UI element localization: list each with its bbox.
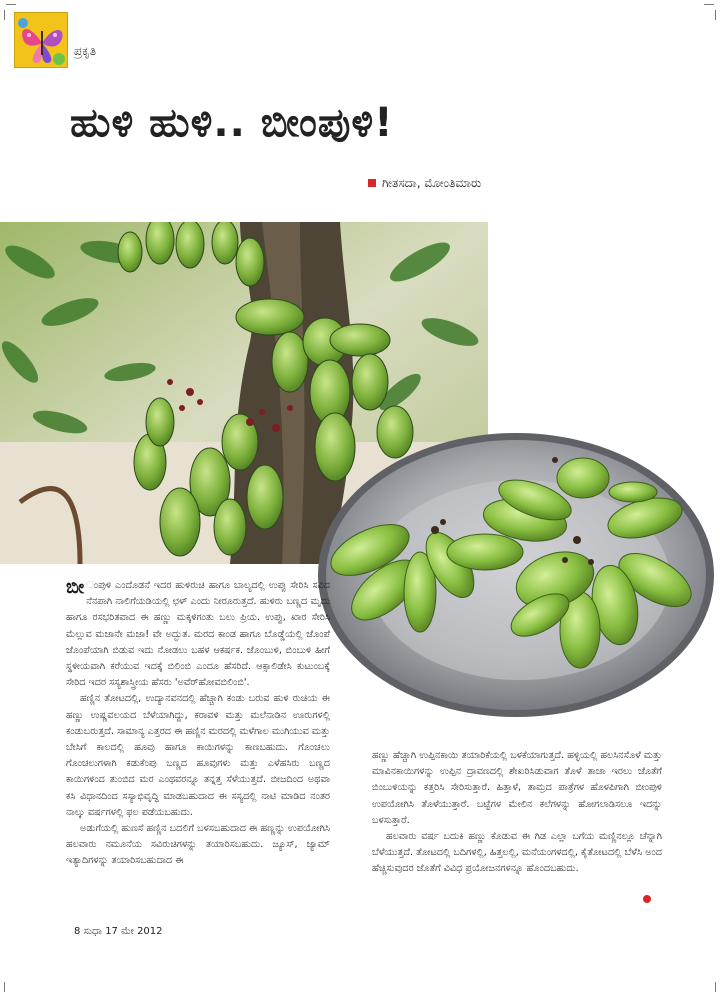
plate-fruit-photo — [315, 430, 717, 720]
red-dot-icon — [643, 895, 651, 903]
article-paragraph: ಹಣ್ಣಿನ ತೋಟದಲ್ಲಿ, ಉದ್ಯಾನವನದಲ್ಲಿ ಹೆಚ್ಚಾಗಿ ಕಂಡು ಬರುವ ಹುಳಿ ರುಚಿಯ ಈ ಹಣ್ಣು ಉಷ್ಣವಲಯದ ಬೆಳೆಯಾಗಿದ್ದು, ಕರಾವಳಿ ಮತ್ತು ಮಲೆನಾಡಿನ ಊರುಗಳಲ್ಲಿ ಕಂಡುಬರುತ್ತದೆ. ಸಾಮಾನ್ಯ ಎತ್ತರದ ಈ ಹಣ್ಣಿನ ಮರದಲ್ಲಿ ಮಳೆಗಾಲ ಮುಗಿಯುವ ಮತ್ತು ಬೇಸಿಗೆ ಕಾಲದಲ್ಲಿ ಹೂವು ಹಾಗೂ ಕಾಯಿಗಳನ್ನು ಕಾಣಬಹುದು. ಗೊಂಚಲು ಗೊಂಚಲುಗಳಾಗಿ ಕಡುಕೆಂಪು ಬಣ್ಣದ ಹೂವುಗಳು ಮತ್ತು ಎಳೆಹಸಿರು ಬಣ್ಣದ ಕಾಯಿಗಳಿಂದ ತುಂಬಿದ ಮರ ಎಂಥವರನ್ನೂ ತನ್ನತ್ತ ಸೆಳೆಯುತ್ತದೆ. ಬೀಜದಿಂದ ಅಥವಾ ಕಸಿ ವಿಧಾನದಿಂದ ಸಸ್ಯಾಭಿವೃದ್ಧಿ ಮಾಡಬಹುದಾದ ಈ ಸಸ್ಯದಲ್ಲಿ ನಾಟಿ ಮಾಡಿದ ನಂತರ ನಾಲ್ಕು ವರ್ಷಗಳಲ್ಲಿ ಫಲ ಪಡೆಯಬಹುದು. — [66, 693, 330, 818]
byline — [368, 176, 481, 191]
article-column-1 — [66, 578, 330, 870]
page-footer: 8 ಸುಧಾ 17 ಮೇ 2012 — [74, 926, 163, 937]
article-column-2 — [372, 748, 662, 878]
red-square-icon — [368, 179, 376, 187]
article-paragraph: ಹಣ್ಣು ಹೆಚ್ಚಾಗಿ ಉಪ್ಪಿನಕಾಯಿ ತಯಾರಿಕೆಯಲ್ಲಿ ಬಳಕೆಯಾಗುತ್ತದೆ. ಹಳ್ಳಿಯಲ್ಲಿ ಹಲಸಿನಸೊಳೆ ಮತ್ತು ಮಾವಿನಕಾಯಿಗಳನ್ನು ಉಪ್ಪಿನ ದ್ರಾವಣದಲ್ಲಿ ಶೇಖರಿಸಿಡುವಾಗ ತೊಳೆ ತಾಜಾ ಇರಲು ಜೊತೆಗೆ ಬಿಂಬುಳಿಯನ್ನು ಕತ್ತರಿಸಿ ಸೇರಿಸುತ್ತಾರೆ. ಹಿತ್ತಾಳೆ, ತಾಮ್ರದ ಪಾತ್ರೆಗಳ ಹೊಳಪಿಗಾಗಿ ಬೀಂಪುಳಿ ಉಪಯೋಗಿಸಿ ತೊಳೆಯುತ್ತಾರೆ. ಬಟ್ಟೆಗಳ ಮೇಲಿನ ಕಲೆಗಳನ್ನು ಹೋಗಲಾಡಿಸಲೂ ಇದನ್ನು ಬಳಸುತ್ತಾರೆ. — [372, 750, 662, 826]
drop-cap: ಬೀ — [66, 576, 85, 598]
crop-mark — [4, 982, 5, 992]
butterfly-logo-icon — [14, 12, 68, 68]
crop-mark — [704, 4, 714, 5]
article-title: ಹುಳಿ ಹುಳಿ.. ಬೀಂಪುಳಿ! — [70, 100, 394, 146]
crop-mark — [4, 10, 5, 20]
section-label: ಪ್ರಕೃತಿ — [74, 44, 97, 58]
article-paragraph: ಹಲವಾರು ವರ್ಷ ಬದುಕಿ ಹಣ್ಣು ಕೊಡುವ ಈ ಗಿಡ ಎಲ್ಲಾ ಬಗೆಯ ಮಣ್ಣಿನಲ್ಲೂ ಚೆನ್ನಾಗಿ ಬೆಳೆಯುತ್ತದೆ. ತೋಟದಲ್ಲಿ ಬದಿಗಳಲ್ಲಿ, ಹಿತ್ತಲಲ್ಲಿ, ಮನೆಯಂಗಳದಲ್ಲಿ, ಕೈತೋಟದಲ್ಲಿ ಬೆಳೆಸಿ ಅಂದ ಹೆಚ್ಚಿಸುವುದರ ಜೊತೆಗೆ ವಿವಿಧ ಪ್ರಯೋಜನಗಳನ್ನೂ ಹೊಂದಬಹುದು. — [372, 831, 662, 875]
crop-mark — [715, 10, 716, 20]
article-paragraph: ಅಡುಗೆಯಲ್ಲಿ ಹುಣಸೆ ಹಣ್ಣಿನ ಬದಲಿಗೆ ಬಳಸಬಹುದಾದ ಈ ಹಣ್ಣನ್ನು ಉಪಯೋಗಿಸಿ ಹಲವಾರು ನಮೂನೆಯ ಸವಿರುಚಿಗಳನ್ನು ತಯಾರಿಸಬಹುದು. ಜ್ಯೂಸ್, ಜ್ಯಾಮ್ ಇತ್ಯಾದಿಗಳನ್ನು ತಯಾರಿಸಬಹುದಾದ ಈ — [66, 823, 330, 867]
article-paragraph: ಂಪುಳಿ ಎಂದೊಡನೆ ಇದರ ಹುಳಿರುಚಿ ಹಾಗೂ ಬಾಲ್ಯದಲ್ಲಿ ಉಪ್ಪು ಸೇರಿಸಿ ಸವಿದ ನೆನಪಾಗಿ ನಾಲಿಗೆಯಡಿಯಲ್ಲಿ ಛಳ್ ಎಂದು ನೀರೂರುತ್ತದೆ. ಹುಳಿರು ಬಣ್ಣದ ಮೃದು ಹಾಗೂ ರಸಭರಿತವಾದ ಈ ಹಣ್ಣು ಮಕ್ಕಳಿಗಂತು ಬಲು ಪ್ರಿಯ. ಉಪ್ಪು, ಖಾರ ಸೇರಿಸಿ ಮೆಲ್ಲುವ ಮಜಾನೇ ಮಜಾ! ವೇ ಅದ್ಭುತ. ಮರದ ಕಾಂಡ ಹಾಗೂ ಬೊಡ್ಡೆಯಲ್ಲಿ ಜೊಂಪೆ ಜೊಂಪೆಯಾಗಿ ಬಿಡುವ ಇದು ನೋಡಲು ಬಹಳ ಆಕರ್ಷಕ. ಜೊಂಬುಳಿ, ಬಿಂಬುಳಿ ಹೀಗೆ ಸ್ಥಳೀಯವಾಗಿ ಕರೆಯುವ ಇದಕ್ಕೆ ಬಿಲಿಂಬಿ ಎಂದೂ ಹೆಸರಿದೆ. ಆಕ್ಸಾಲಿಡೇಸಿ ಕುಟುಂಬಕ್ಕೆ ಸೇರಿದ ಇದರ ಸಸ್ಯಶಾಸ್ತ್ರೀಯ ಹೆಸರು 'ಅವೆರ್‌ಹೋವಬಿಲಿಂಬಿ'. — [66, 580, 330, 689]
author-name: ಗೀತಸದಾ, ಮೋಂತಿಮಾರು — [382, 176, 482, 190]
crop-mark — [715, 982, 716, 992]
crop-mark — [6, 4, 16, 5]
